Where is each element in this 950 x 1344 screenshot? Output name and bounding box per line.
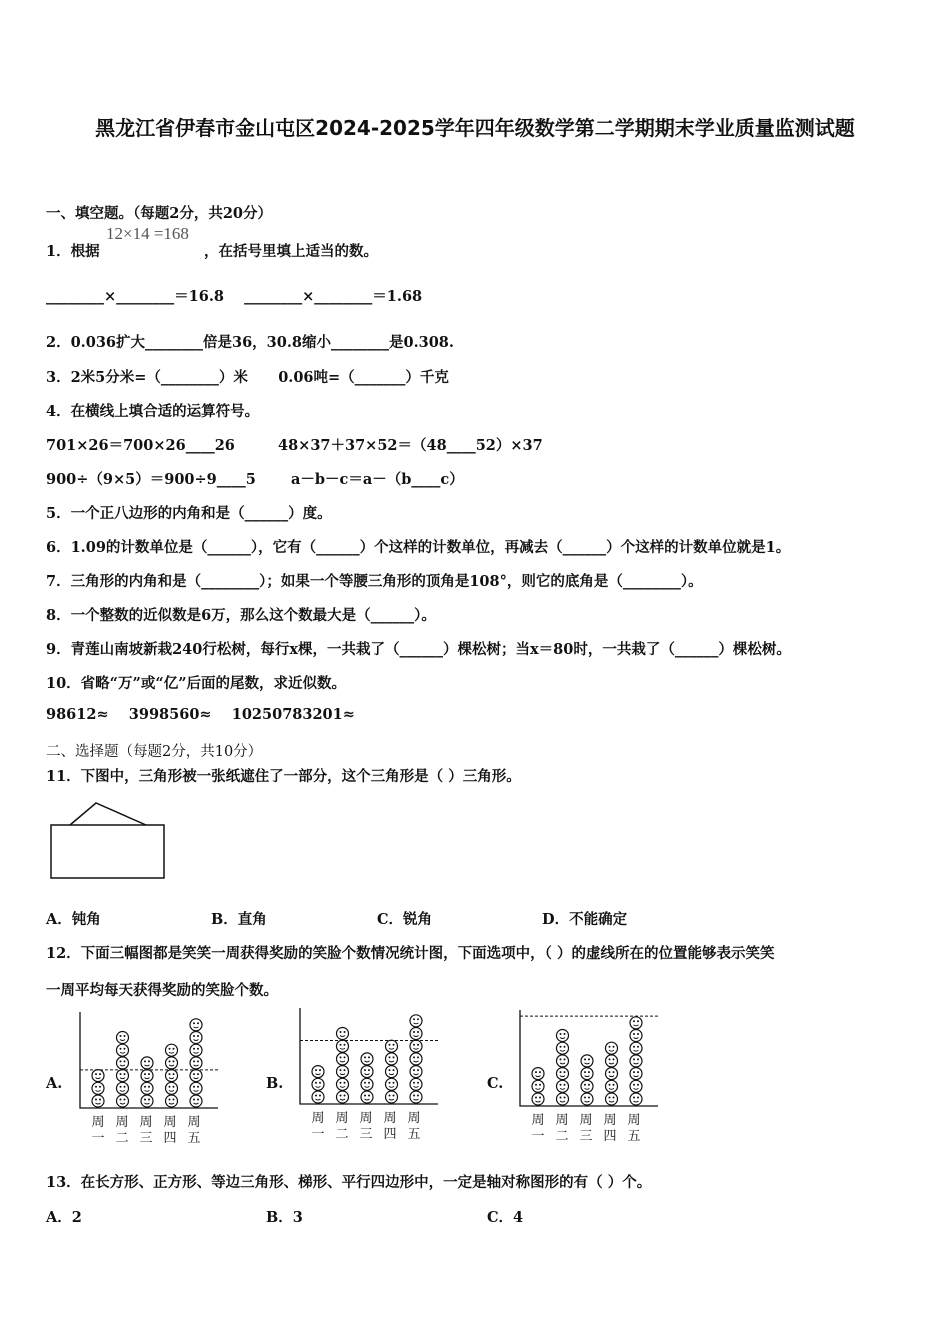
weekday-label: 周 xyxy=(359,1111,373,1126)
weekday-label: 周 xyxy=(627,1113,641,1128)
q1-suffix: ，在括号里填上适当的数。 xyxy=(204,243,378,260)
weekday-label: 二 xyxy=(115,1131,129,1146)
q1-formula: 12×14 =168 xyxy=(106,224,189,243)
weekday-label: 二 xyxy=(335,1127,349,1142)
q12-option-a[interactable]: A. xyxy=(46,1075,63,1092)
smiley-face-icon xyxy=(532,1093,544,1105)
weekday-label: 周 xyxy=(311,1111,325,1126)
smiley-face-icon xyxy=(532,1080,544,1092)
smiley-face-icon xyxy=(410,1053,422,1065)
smiley-chart-a xyxy=(78,1012,220,1112)
page-title: 黑龙江省伊春市金山屯区2024-2025学年四年级数学第二学期期末学业质量监测试题 xyxy=(95,116,855,140)
smiley-face-icon xyxy=(117,1082,129,1094)
smiley-face-icon xyxy=(92,1095,104,1107)
weekday-label: 周 xyxy=(603,1113,617,1128)
weekday-label: 周 xyxy=(115,1115,129,1130)
q10: 10．省略“万”或“亿”后面的尾数，求近似数。 xyxy=(46,675,347,692)
smiley-face-icon xyxy=(581,1093,593,1105)
smiley-face-icon xyxy=(166,1057,178,1069)
weekday-label: 一 xyxy=(311,1127,325,1142)
smiley-face-icon xyxy=(337,1040,349,1052)
weekday-label: 周 xyxy=(407,1111,421,1126)
q11-option-a[interactable]: A．钝角 xyxy=(46,911,101,928)
smiley-face-icon xyxy=(166,1044,178,1056)
q4: 4．在横线上填合适的运算符号。 xyxy=(46,403,260,420)
smiley-face-icon xyxy=(630,1055,642,1067)
q4c: 900÷（9×5）＝900÷9____5 xyxy=(46,471,256,488)
q11: 11．下图中，三角形被一张纸遮住了一部分，这个三角形是（ ）三角形。 xyxy=(46,768,521,785)
section-1-heading: 一、填空题。（每题2分，共20分） xyxy=(46,205,273,222)
smiley-face-icon xyxy=(312,1091,324,1103)
q12-line1: 12．下面三幅图都是笑笑一周获得奖励的笑脸个数情况统计图，下面选项中，（ ）的虚线所在的位置能够表示笑笑 xyxy=(46,945,775,962)
covered-triangle-figure xyxy=(48,800,168,882)
smiley-face-icon xyxy=(141,1070,153,1082)
smiley-face-icon xyxy=(386,1040,398,1052)
smiley-face-icon xyxy=(630,1017,642,1029)
weekday-label: 周 xyxy=(163,1115,177,1130)
q13-option-c[interactable]: C．4 xyxy=(487,1209,524,1226)
smiley-face-icon xyxy=(386,1091,398,1103)
smiley-face-icon xyxy=(361,1053,373,1065)
smiley-face-icon xyxy=(630,1080,642,1092)
smiley-face-icon xyxy=(630,1093,642,1105)
smiley-face-icon xyxy=(606,1055,618,1067)
q11-option-c[interactable]: C．锐角 xyxy=(377,911,433,928)
smiley-face-icon xyxy=(337,1091,349,1103)
q12-option-b[interactable]: B. xyxy=(266,1075,284,1092)
weekday-label: 五 xyxy=(627,1129,641,1144)
q7: 7．三角形的内角和是（________）；如果一个等腰三角形的顶角是108°，则它的底角是（________）。 xyxy=(46,573,703,590)
weekday-label: 周 xyxy=(187,1115,201,1130)
q12-line2: 一周平均每天获得奖励的笑脸个数。 xyxy=(46,982,278,999)
smiley-face-icon xyxy=(630,1042,642,1054)
smiley-face-icon xyxy=(606,1042,618,1054)
weekday-label: 四 xyxy=(603,1129,617,1144)
q13-option-b[interactable]: B．3 xyxy=(266,1209,303,1226)
q11-option-d[interactable]: D．不能确定 xyxy=(542,911,628,928)
smiley-face-icon xyxy=(141,1082,153,1094)
smiley-face-icon xyxy=(117,1032,129,1044)
smiley-face-icon xyxy=(386,1053,398,1065)
q5: 5．一个正八边形的内角和是（______）度。 xyxy=(46,505,332,522)
smiley-face-icon xyxy=(557,1093,569,1105)
smiley-face-icon xyxy=(630,1068,642,1080)
smiley-face-icon xyxy=(190,1095,202,1107)
smiley-face-icon xyxy=(606,1068,618,1080)
smiley-face-icon xyxy=(361,1078,373,1090)
smiley-face-icon xyxy=(410,1078,422,1090)
smiley-face-icon xyxy=(410,1040,422,1052)
smiley-face-icon xyxy=(141,1057,153,1069)
smiley-face-icon xyxy=(190,1032,202,1044)
weekday-label: 周 xyxy=(383,1111,397,1126)
weekday-label: 四 xyxy=(383,1127,397,1142)
q10-items: 98612≈ 3998560≈ 10250783201≈ xyxy=(46,706,355,723)
weekday-labels xyxy=(86,1115,206,1147)
smiley-face-icon xyxy=(410,1015,422,1027)
q9: 9．青莲山南坡新栽240行松树，每行x棵，一共栽了（______）棵松树；当x＝80时，一共栽了（______）棵松树。 xyxy=(46,641,791,658)
q13: 13．在长方形、正方形、等边三角形、梯形、平行四边形中，一定是轴对称图形的有（ ）个。 xyxy=(46,1174,652,1191)
smiley-face-icon xyxy=(141,1095,153,1107)
smiley-face-icon xyxy=(190,1070,202,1082)
weekday-label: 二 xyxy=(555,1129,569,1144)
weekday-label: 五 xyxy=(187,1131,201,1146)
smiley-face-icon xyxy=(166,1082,178,1094)
weekday-labels xyxy=(306,1111,426,1143)
smiley-face-icon xyxy=(117,1044,129,1056)
q6: 6．1.09的计数单位是（______），它有（______）个这样的计数单位，再减去（______）个这样的计数单位就是1。 xyxy=(46,539,791,556)
weekday-label: 周 xyxy=(91,1115,105,1130)
weekday-label: 五 xyxy=(407,1127,421,1142)
q4b: 48×37＋37×52＝（48____52）×37 xyxy=(278,437,543,454)
smiley-face-icon xyxy=(361,1091,373,1103)
q2: 2．0.036扩大________倍是36，30.8缩小________是0.308. xyxy=(46,334,454,351)
smiley-face-icon xyxy=(410,1066,422,1078)
smiley-face-icon xyxy=(361,1066,373,1078)
smiley-face-icon xyxy=(410,1028,422,1040)
weekday-label: 周 xyxy=(579,1113,593,1128)
section-2-heading: 二、选择题（每题2分，共10分） xyxy=(46,744,263,760)
smiley-face-icon xyxy=(190,1057,202,1069)
smiley-face-icon xyxy=(606,1080,618,1092)
weekday-labels xyxy=(526,1113,646,1145)
smiley-face-icon xyxy=(557,1055,569,1067)
smiley-face-icon xyxy=(117,1057,129,1069)
q4a: 701×26＝700×26____26 xyxy=(46,437,235,454)
smiley-face-icon xyxy=(337,1066,349,1078)
smiley-face-icon xyxy=(581,1055,593,1067)
smiley-face-icon xyxy=(166,1095,178,1107)
smiley-face-icon xyxy=(630,1030,642,1042)
weekday-label: 一 xyxy=(531,1129,545,1144)
smiley-face-icon xyxy=(557,1030,569,1042)
q11-option-b[interactable]: B．直角 xyxy=(211,911,267,928)
smiley-face-icon xyxy=(337,1078,349,1090)
smiley-face-icon xyxy=(166,1070,178,1082)
smiley-face-icon xyxy=(581,1080,593,1092)
smiley-face-icon xyxy=(557,1068,569,1080)
smiley-face-icon xyxy=(532,1068,544,1080)
smiley-chart-b xyxy=(298,1008,440,1108)
weekday-label: 三 xyxy=(139,1131,153,1146)
smiley-chart-c xyxy=(518,1010,660,1110)
smiley-face-icon xyxy=(190,1019,202,1031)
smiley-face-icon xyxy=(606,1093,618,1105)
weekday-label: 周 xyxy=(139,1115,153,1130)
smiley-face-icon xyxy=(557,1042,569,1054)
smiley-face-icon xyxy=(117,1095,129,1107)
smiley-face-icon xyxy=(337,1028,349,1040)
smiley-face-icon xyxy=(386,1066,398,1078)
smiley-face-icon xyxy=(92,1070,104,1082)
q1-prefix: 1．根据 xyxy=(46,243,100,260)
weekday-label: 周 xyxy=(555,1113,569,1128)
weekday-label: 三 xyxy=(359,1127,373,1142)
weekday-label: 一 xyxy=(91,1131,105,1146)
weekday-label: 四 xyxy=(163,1131,177,1146)
smiley-face-icon xyxy=(190,1044,202,1056)
q8: 8．一个整数的近似数是6万，那么这个数最大是（______）。 xyxy=(46,607,436,624)
q13-option-a[interactable]: A．2 xyxy=(46,1209,82,1226)
weekday-label: 周 xyxy=(335,1111,349,1126)
smiley-face-icon xyxy=(410,1091,422,1103)
q4d: a－b－c＝a－（b____c） xyxy=(291,471,464,488)
smiley-face-icon xyxy=(312,1078,324,1090)
smiley-face-icon xyxy=(92,1082,104,1094)
smiley-face-icon xyxy=(312,1066,324,1078)
weekday-label: 三 xyxy=(579,1129,593,1144)
smiley-face-icon xyxy=(117,1070,129,1082)
q12-option-c[interactable]: C. xyxy=(487,1075,504,1092)
smiley-face-icon xyxy=(557,1080,569,1092)
smiley-face-icon xyxy=(190,1082,202,1094)
q1-blanks: ________×________＝16.8 ________×________＝1.68 xyxy=(46,288,423,305)
smiley-face-icon xyxy=(386,1078,398,1090)
smiley-face-icon xyxy=(581,1068,593,1080)
weekday-label: 周 xyxy=(531,1113,545,1128)
smiley-face-icon xyxy=(337,1053,349,1065)
q3: 3．2米5分米=（________）米 0.06吨=（_______）千克 xyxy=(46,369,449,386)
